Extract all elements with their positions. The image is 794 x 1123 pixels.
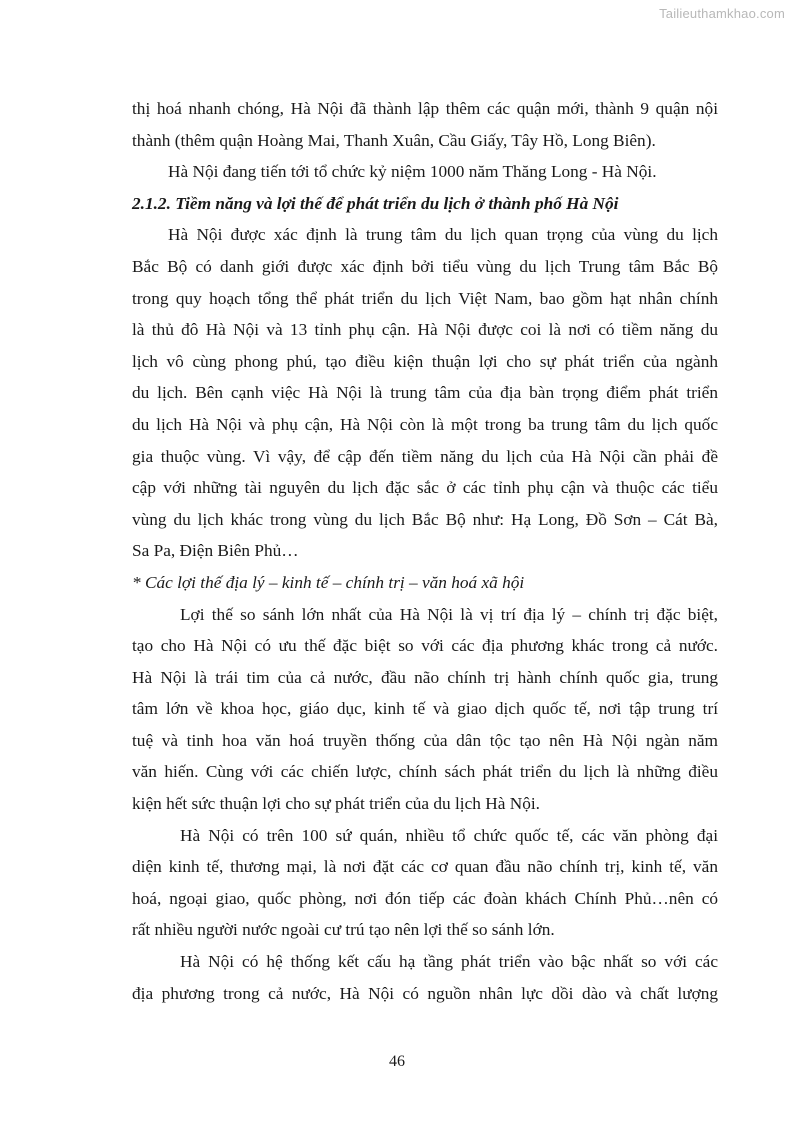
text-line: địa phương trong cả nước, Hà Nội có nguồn nhân lực dồi dào và chất lượng [132,983,718,1003]
text-line: diện kinh tế, thương mại, là nơi đặt các cơ quan đầu não chính trị, kinh tế, văn [132,857,718,877]
text-line: Hà Nội là trái tim của cả nước, đầu não chính trị hành chính quốc gia, trung [132,667,718,687]
subsection-heading: * Các lợi thế địa lý – kinh tế – chính trị – văn hoá xã hội [132,572,525,592]
text-line: tuệ và tinh hoa văn hoá truyền thống của dân tộc tạo nên Hà Nội ngàn năm [132,730,718,750]
text-line: Hà Nội có hệ thống kết cấu hạ tầng phát triển vào bậc nhất so với các [180,952,718,972]
text-line: Bắc Bộ có danh giới được xác định bởi tiểu vùng du lịch Trung tâm Bắc Bộ [132,256,718,276]
text-line: vùng du lịch khác trong vùng du lịch Bắc Bộ như: Hạ Long, Đồ Sơn – Cát Bà, [132,509,718,529]
text-line: Sa Pa, Điện Biên Phủ… [132,541,299,561]
page-body [132,93,718,1009]
text-line: Hà Nội được xác định là trung tâm du lịch quan trọng của vùng du lịch [168,225,718,245]
text-line: Lợi thế so sánh lớn nhất của Hà Nội là vị trí địa lý – chính trị đặc biệt, [180,604,718,624]
text-line: lịch vô cùng phong phú, tạo điều kiện thuận lợi cho sự phát triển của ngành [132,351,718,371]
watermark: Tailieuthamkhao.com [659,6,785,21]
text-line: hoá, ngoại giao, quốc phòng, nơi đón tiếp các đoàn khách Chính Phủ…nên có [132,888,718,908]
text-line: kiện hết sức thuận lợi cho sự phát triển của du lịch Hà Nội. [132,794,540,814]
text-line: tạo cho Hà Nội có ưu thế đặc biệt so với các địa phương khác trong cả nước. [132,636,718,656]
text-line: Hà Nội có trên 100 sứ quán, nhiều tổ chức quốc tế, các văn phòng đại [180,825,718,845]
text-line: du lịch Hà Nội và phụ cận, Hà Nội còn là một trong ba trung tâm du lịch quốc [132,414,718,434]
text-line: cập với những tài nguyên du lịch đặc sắc ở các tỉnh phụ cận và thuộc các tiểu [132,478,718,498]
text-line: trong quy hoạch tổng thể phát triển du lịch Việt Nam, bao gồm hạt nhân chính [132,288,718,308]
text-line: thành (thêm quận Hoàng Mai, Thanh Xuân, Cầu Giấy, Tây Hồ, Long Biên). [132,130,656,150]
text-line: du lịch. Bên cạnh việc Hà Nội là trung tâm của địa bàn trọng điểm phát triển [132,383,718,403]
text-line: thị hoá nhanh chóng, Hà Nội đã thành lập thêm các quận mới, thành 9 quận nội [132,99,718,118]
text-line: tâm lớn về khoa học, giáo dục, kinh tế và giao dịch quốc tế, nơi tập trung trí [132,699,718,719]
text-line: rất nhiều người nước ngoài cư trú tạo nên lợi thế so sánh lớn. [132,920,555,940]
text-line: là thủ đô Hà Nội và 13 tỉnh phụ cận. Hà Nội được coi là nơi có tiềm năng du [132,320,718,340]
text-line: gia thuộc vùng. Vì vậy, để cập đến tiềm năng du lịch của Hà Nội cần phải đề [132,446,718,466]
section-heading: 2.1.2. Tiềm năng và lợi thế để phát triển du lịch ở thành phố Hà Nội [132,193,619,213]
page-number: 46 [389,1053,405,1070]
text-line: Hà Nội đang tiến tới tổ chức kỷ niệm 1000 năm Thăng Long - Hà Nội. [168,162,657,182]
text-line: văn hiến. Cùng với các chiến lược, chính sách phát triển du lịch là những điều [132,762,718,782]
